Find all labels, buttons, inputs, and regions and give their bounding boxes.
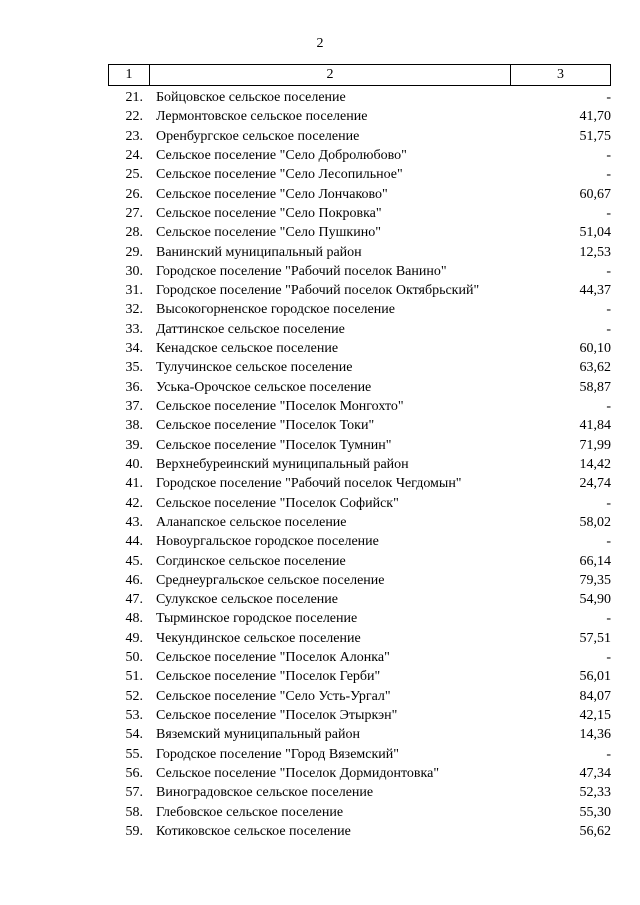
row-name: Виноградовское сельское поселение bbox=[156, 785, 374, 801]
row-number: 51. bbox=[125, 669, 143, 685]
table-row bbox=[108, 436, 611, 455]
row-name: Городское поселение "Рабочий поселок Чегдомын" bbox=[156, 476, 462, 492]
table-row bbox=[108, 552, 611, 571]
row-name: Сельское поселение "Поселок Монгохто" bbox=[156, 399, 404, 414]
row-name: Новоургальское городское поселение bbox=[156, 534, 379, 550]
row-number: 29. bbox=[125, 244, 143, 260]
row-value: 12,53 bbox=[579, 244, 611, 260]
table-row bbox=[108, 725, 611, 744]
row-number: 50. bbox=[125, 650, 143, 666]
table-row bbox=[108, 204, 611, 223]
row-number: 54. bbox=[125, 727, 143, 743]
row-number: 53. bbox=[125, 708, 143, 723]
table-row bbox=[108, 88, 611, 107]
row-name: Чекундинское сельское поселение bbox=[156, 630, 361, 646]
row-name: Ванинский муниципальный район bbox=[156, 244, 362, 260]
row-value: 41,70 bbox=[579, 109, 611, 125]
row-name: Сельское поселение "Поселок Герби" bbox=[156, 669, 381, 685]
row-value: - bbox=[606, 650, 611, 666]
row-value: 84,07 bbox=[579, 688, 611, 704]
row-number: 40. bbox=[125, 456, 143, 472]
row-number: 42. bbox=[125, 495, 143, 511]
row-number: 45. bbox=[125, 553, 143, 569]
table-row bbox=[108, 822, 611, 841]
row-value: 57,51 bbox=[579, 630, 611, 646]
row-name: Сельское поселение "Поселок Софийск" bbox=[156, 495, 399, 511]
table-row bbox=[108, 629, 611, 648]
row-value: - bbox=[606, 399, 611, 414]
row-value: 60,67 bbox=[579, 186, 611, 202]
row-number: 28. bbox=[125, 225, 143, 241]
row-number: 59. bbox=[125, 823, 143, 839]
row-name: Уська-Орочское сельское поселение bbox=[156, 379, 372, 395]
row-value: 54,90 bbox=[579, 592, 611, 608]
row-name: Сельское поселение "Село Усть-Ургал" bbox=[156, 688, 391, 704]
row-number: 21. bbox=[125, 90, 143, 105]
row-value: 60,10 bbox=[579, 341, 611, 357]
row-value: 42,15 bbox=[579, 708, 611, 723]
row-value: - bbox=[606, 263, 611, 279]
row-value: 14,42 bbox=[579, 456, 611, 472]
header-col-number: 1 bbox=[109, 65, 150, 85]
table-row bbox=[108, 590, 611, 609]
table-row bbox=[108, 243, 611, 262]
row-value: - bbox=[606, 167, 611, 183]
row-name: Сельское поселение "Поселок Дормидонтовка" bbox=[156, 765, 440, 781]
row-number: 23. bbox=[125, 128, 143, 144]
table-header bbox=[108, 64, 611, 86]
table-row bbox=[108, 300, 611, 319]
table-row bbox=[108, 320, 611, 339]
row-name: Сельское поселение "Село Пушкино" bbox=[156, 225, 381, 241]
table-row bbox=[108, 339, 611, 358]
row-number: 31. bbox=[125, 283, 143, 299]
row-number: 44. bbox=[125, 534, 143, 550]
row-value: 47,34 bbox=[579, 765, 611, 781]
row-value: - bbox=[606, 302, 611, 318]
row-name: Сельское поселение "Село Покровка" bbox=[156, 205, 382, 221]
row-number: 24. bbox=[125, 147, 143, 163]
table-row bbox=[108, 378, 611, 397]
table-body bbox=[108, 88, 611, 841]
table-row bbox=[108, 783, 611, 802]
table-row bbox=[108, 648, 611, 667]
row-value: 41,84 bbox=[579, 418, 611, 434]
row-value: 14,36 bbox=[579, 727, 611, 743]
row-name: Глебовское сельское поселение bbox=[156, 804, 344, 820]
header-col-value: 3 bbox=[557, 67, 564, 82]
row-value: - bbox=[606, 746, 611, 762]
row-number: 26. bbox=[125, 186, 143, 202]
row-name: Бойцовское сельское поселение bbox=[156, 90, 346, 105]
row-name: Лермонтовское сельское поселение bbox=[156, 109, 368, 125]
table-row bbox=[108, 571, 611, 590]
row-name: Сельское поселение "Село Лесопильное" bbox=[156, 167, 403, 183]
table-row bbox=[108, 513, 611, 532]
table-row bbox=[108, 185, 611, 204]
table-row bbox=[108, 223, 611, 242]
row-value: 56,01 bbox=[579, 669, 611, 685]
row-name: Высокогорненское городское поселение bbox=[156, 302, 395, 318]
page-number: 2 bbox=[316, 36, 324, 51]
row-number: 36. bbox=[125, 379, 143, 395]
row-name: Аланапское сельское поселение bbox=[156, 514, 347, 530]
row-name: Верхнебуреинский муниципальный район bbox=[156, 456, 409, 472]
table-row bbox=[108, 127, 611, 146]
row-number: 39. bbox=[125, 437, 143, 453]
row-number: 46. bbox=[125, 572, 143, 588]
row-number: 33. bbox=[125, 321, 143, 337]
row-value: - bbox=[606, 611, 611, 627]
table-row bbox=[108, 667, 611, 686]
row-value: 58,02 bbox=[579, 514, 611, 530]
table-row bbox=[108, 706, 611, 725]
table-row bbox=[108, 107, 611, 126]
row-value: 44,37 bbox=[579, 283, 611, 299]
row-value: 55,30 bbox=[579, 804, 611, 820]
table-row bbox=[108, 494, 611, 513]
row-value: 71,99 bbox=[579, 437, 611, 453]
header-col-name: 2 bbox=[150, 65, 511, 85]
row-name: Согдинское сельское поселение bbox=[156, 553, 346, 569]
row-name: Сулукское сельское поселение bbox=[156, 592, 338, 608]
row-number: 57. bbox=[125, 785, 143, 801]
table-row bbox=[108, 532, 611, 551]
row-value: 51,75 bbox=[579, 128, 611, 144]
row-value: 56,62 bbox=[579, 823, 611, 839]
row-number: 41. bbox=[125, 476, 143, 492]
table-row bbox=[108, 397, 611, 416]
data-table bbox=[108, 64, 611, 841]
row-number: 35. bbox=[125, 360, 143, 376]
table-row bbox=[108, 146, 611, 165]
row-name: Сельское поселение "Поселок Токи" bbox=[156, 418, 375, 434]
row-number: 48. bbox=[125, 611, 143, 627]
row-name: Тырминское городское поселение bbox=[156, 611, 358, 627]
row-name: Сельское поселение "Село Добролюбово" bbox=[156, 147, 407, 163]
row-number: 32. bbox=[125, 302, 143, 318]
row-number: 55. bbox=[125, 746, 143, 762]
row-value: 79,35 bbox=[579, 572, 611, 588]
row-name: Сельское поселение "Поселок Этыркэн" bbox=[156, 708, 398, 723]
row-name: Даттинское сельское поселение bbox=[156, 321, 345, 337]
table-row bbox=[108, 803, 611, 822]
row-name: Городское поселение "Город Вяземский" bbox=[156, 746, 400, 762]
row-value: 24,74 bbox=[579, 476, 611, 492]
row-value: 63,62 bbox=[579, 360, 611, 376]
row-value: - bbox=[606, 147, 611, 163]
row-value: - bbox=[606, 90, 611, 105]
row-number: 47. bbox=[125, 592, 143, 608]
row-name: Городское поселение "Рабочий поселок Октябрьский" bbox=[156, 283, 480, 299]
row-number: 52. bbox=[125, 688, 143, 704]
row-name: Оренбургское сельское поселение bbox=[156, 128, 360, 144]
row-number: 37. bbox=[125, 399, 143, 414]
row-name: Котиковское сельское поселение bbox=[156, 823, 351, 839]
row-value: 52,33 bbox=[579, 785, 611, 801]
row-name: Кенадское сельское поселение bbox=[156, 341, 339, 357]
table-row bbox=[108, 165, 611, 184]
table-row bbox=[108, 474, 611, 493]
table-row bbox=[108, 455, 611, 474]
row-name: Сельское поселение "Поселок Алонка" bbox=[156, 650, 390, 666]
row-number: 38. bbox=[125, 418, 143, 434]
row-number: 56. bbox=[125, 765, 143, 781]
row-number: 43. bbox=[125, 514, 143, 530]
row-value: - bbox=[606, 534, 611, 550]
row-number: 27. bbox=[125, 205, 143, 221]
row-name: Городское поселение "Рабочий поселок Ванино" bbox=[156, 263, 447, 279]
row-name: Сельское поселение "Село Лончаково" bbox=[156, 186, 388, 202]
row-name: Тулучинское сельское поселение bbox=[156, 360, 353, 376]
row-number: 25. bbox=[125, 167, 143, 183]
row-name: Сельское поселение "Поселок Тумнин" bbox=[156, 437, 392, 453]
row-number: 30. bbox=[125, 263, 143, 279]
table-row bbox=[108, 262, 611, 281]
table-row bbox=[108, 416, 611, 435]
row-number: 49. bbox=[125, 630, 143, 646]
table-row bbox=[108, 609, 611, 628]
row-value: 51,04 bbox=[579, 225, 611, 241]
table-row bbox=[108, 764, 611, 783]
row-name: Вяземский муниципальный район bbox=[156, 727, 360, 743]
row-number: 22. bbox=[125, 109, 143, 125]
row-name: Среднеургальское сельское поселение bbox=[156, 572, 385, 588]
row-value: 58,87 bbox=[579, 379, 611, 395]
row-value: - bbox=[606, 495, 611, 511]
row-value: - bbox=[606, 321, 611, 337]
row-value: 66,14 bbox=[579, 553, 611, 569]
table-row bbox=[108, 745, 611, 764]
row-number: 58. bbox=[125, 804, 143, 820]
table-row bbox=[108, 358, 611, 377]
table-row bbox=[108, 687, 611, 706]
table-row bbox=[108, 281, 611, 300]
row-value: - bbox=[606, 205, 611, 221]
row-number: 34. bbox=[125, 341, 143, 357]
